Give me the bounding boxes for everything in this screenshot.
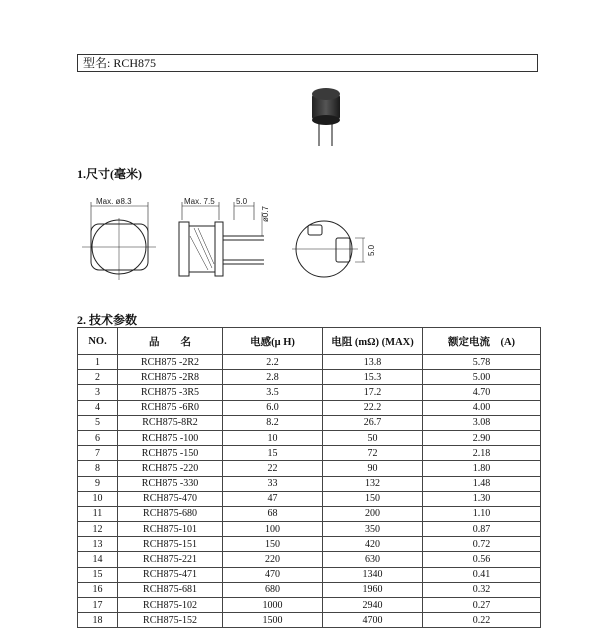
cell-part-name: RCH875-471 (118, 567, 223, 582)
cell-inductance: 15 (223, 446, 323, 461)
cell-part-name: RCH875 -6R0 (118, 400, 223, 415)
model-name-box (77, 54, 538, 72)
cell-inductance: 3.5 (223, 385, 323, 400)
cell-no: 12 (78, 522, 118, 537)
cell-resistance: 17.2 (323, 385, 423, 400)
cell-part-name: RCH875-152 (118, 613, 223, 628)
table-row (78, 400, 541, 415)
table-row (78, 582, 541, 597)
cell-inductance: 680 (223, 582, 323, 597)
cell-no: 10 (78, 491, 118, 506)
cell-rated-current: 4.70 (423, 385, 541, 400)
cell-inductance: 1000 (223, 598, 323, 613)
cell-resistance: 2940 (323, 598, 423, 613)
cell-resistance: 13.8 (323, 355, 423, 370)
cell-rated-current: 5.78 (423, 355, 541, 370)
cell-no: 14 (78, 552, 118, 567)
cell-no: 1 (78, 355, 118, 370)
cell-rated-current: 0.22 (423, 613, 541, 628)
cell-no: 2 (78, 370, 118, 385)
table-row (78, 370, 541, 385)
cell-no: 4 (78, 400, 118, 415)
cell-no: 3 (78, 385, 118, 400)
cell-resistance: 1960 (323, 582, 423, 597)
cell-inductance: 22 (223, 461, 323, 476)
cell-part-name: RCH875 -3R5 (118, 385, 223, 400)
cell-resistance: 22.2 (323, 400, 423, 415)
cell-inductance: 470 (223, 567, 323, 582)
cell-part-name: RCH875 -2R8 (118, 370, 223, 385)
cell-no: 18 (78, 613, 118, 628)
cell-no: 15 (78, 567, 118, 582)
cell-rated-current: 5.00 (423, 370, 541, 385)
cell-resistance: 1340 (323, 567, 423, 582)
cell-rated-current: 2.90 (423, 430, 541, 445)
cell-inductance: 1500 (223, 613, 323, 628)
dim-lead-diameter-label: ø0.7 (261, 205, 270, 222)
cell-part-name: RCH875-151 (118, 537, 223, 552)
dim-max-height-label: Max. 7.5 (184, 197, 215, 206)
table-row (78, 461, 541, 476)
table-row (78, 522, 541, 537)
cell-rated-current: 1.30 (423, 491, 541, 506)
cell-resistance: 4700 (323, 613, 423, 628)
cell-rated-current: 0.56 (423, 552, 541, 567)
cell-resistance: 200 (323, 506, 423, 521)
cell-resistance: 630 (323, 552, 423, 567)
cell-rated-current: 0.32 (423, 582, 541, 597)
table-row (78, 355, 541, 370)
cell-part-name: RCH875-681 (118, 582, 223, 597)
cell-part-name: RCH875-102 (118, 598, 223, 613)
cell-inductance: 220 (223, 552, 323, 567)
cell-part-name: RCH875 -220 (118, 461, 223, 476)
cell-resistance: 150 (323, 491, 423, 506)
cell-resistance: 132 (323, 476, 423, 491)
cell-rated-current: 1.10 (423, 506, 541, 521)
cell-no: 7 (78, 446, 118, 461)
side-view-outline (179, 202, 264, 276)
cell-rated-current: 2.18 (423, 446, 541, 461)
cell-inductance: 8.2 (223, 415, 323, 430)
bottom-view-outline (292, 221, 365, 277)
top-view-outline (82, 202, 156, 280)
cell-inductance: 33 (223, 476, 323, 491)
cell-rated-current: 0.27 (423, 598, 541, 613)
dimension-drawing (74, 192, 384, 292)
table-row (78, 415, 541, 430)
cell-no: 9 (78, 476, 118, 491)
header-rated-current: 额定电流 (A) (423, 328, 541, 355)
cell-inductance: 2.8 (223, 370, 323, 385)
cell-no: 8 (78, 461, 118, 476)
cell-part-name: RCH875-470 (118, 491, 223, 506)
cell-part-name: RCH875-101 (118, 522, 223, 537)
cell-rated-current: 3.08 (423, 415, 541, 430)
dim-max-diameter-label: Max. ø8.3 (96, 197, 132, 206)
cell-part-name: RCH875 -2R2 (118, 355, 223, 370)
model-name-label: 型名: RCH875 (83, 56, 157, 70)
cell-rated-current: 0.87 (423, 522, 541, 537)
table-row (78, 613, 541, 628)
specs-section-title: 2. 技术参数 (77, 313, 138, 327)
cell-resistance: 420 (323, 537, 423, 552)
inductor-photo (304, 86, 348, 148)
table-row (78, 598, 541, 613)
cell-inductance: 2.2 (223, 355, 323, 370)
cell-rated-current: 0.41 (423, 567, 541, 582)
cell-part-name: RCH875 -330 (118, 476, 223, 491)
table-row (78, 430, 541, 445)
table-row (78, 552, 541, 567)
cell-resistance: 50 (323, 430, 423, 445)
dim-pin-spacing-label: 5.0 (367, 244, 376, 256)
cell-part-name: RCH875-8R2 (118, 415, 223, 430)
table-row (78, 506, 541, 521)
cell-inductance: 100 (223, 522, 323, 537)
cell-inductance: 47 (223, 491, 323, 506)
cell-inductance: 150 (223, 537, 323, 552)
cell-rated-current: 1.48 (423, 476, 541, 491)
table-row (78, 476, 541, 491)
cell-rated-current: 4.00 (423, 400, 541, 415)
cell-no: 6 (78, 430, 118, 445)
table-row (78, 567, 541, 582)
cell-resistance: 26.7 (323, 415, 423, 430)
cell-resistance: 72 (323, 446, 423, 461)
dim-pitch-label: 5.0 (236, 197, 248, 206)
cell-no: 5 (78, 415, 118, 430)
table-row (78, 446, 541, 461)
header-part-name: 品 名 (118, 328, 223, 355)
table-row (78, 385, 541, 400)
cell-resistance: 15.3 (323, 370, 423, 385)
spec-table (77, 327, 541, 628)
cell-part-name: RCH875-680 (118, 506, 223, 521)
cell-resistance: 90 (323, 461, 423, 476)
cell-part-name: RCH875-221 (118, 552, 223, 567)
cell-inductance: 68 (223, 506, 323, 521)
cell-part-name: RCH875 -100 (118, 430, 223, 445)
table-header-row (78, 328, 541, 355)
cell-no: 16 (78, 582, 118, 597)
cell-inductance: 10 (223, 430, 323, 445)
cell-rated-current: 0.72 (423, 537, 541, 552)
cell-no: 13 (78, 537, 118, 552)
table-row (78, 537, 541, 552)
cell-rated-current: 1.80 (423, 461, 541, 476)
header-inductance: 电感(μ H) (223, 328, 323, 355)
cell-resistance: 350 (323, 522, 423, 537)
table-row (78, 491, 541, 506)
header-resistance: 电阻 (mΩ) (MAX) (323, 328, 423, 355)
dimensions-section-title: 1.尺寸(毫米) (77, 167, 142, 181)
cell-part-name: RCH875 -150 (118, 446, 223, 461)
cell-inductance: 6.0 (223, 400, 323, 415)
cell-no: 11 (78, 506, 118, 521)
header-no: NO. (78, 328, 118, 355)
cell-no: 17 (78, 598, 118, 613)
